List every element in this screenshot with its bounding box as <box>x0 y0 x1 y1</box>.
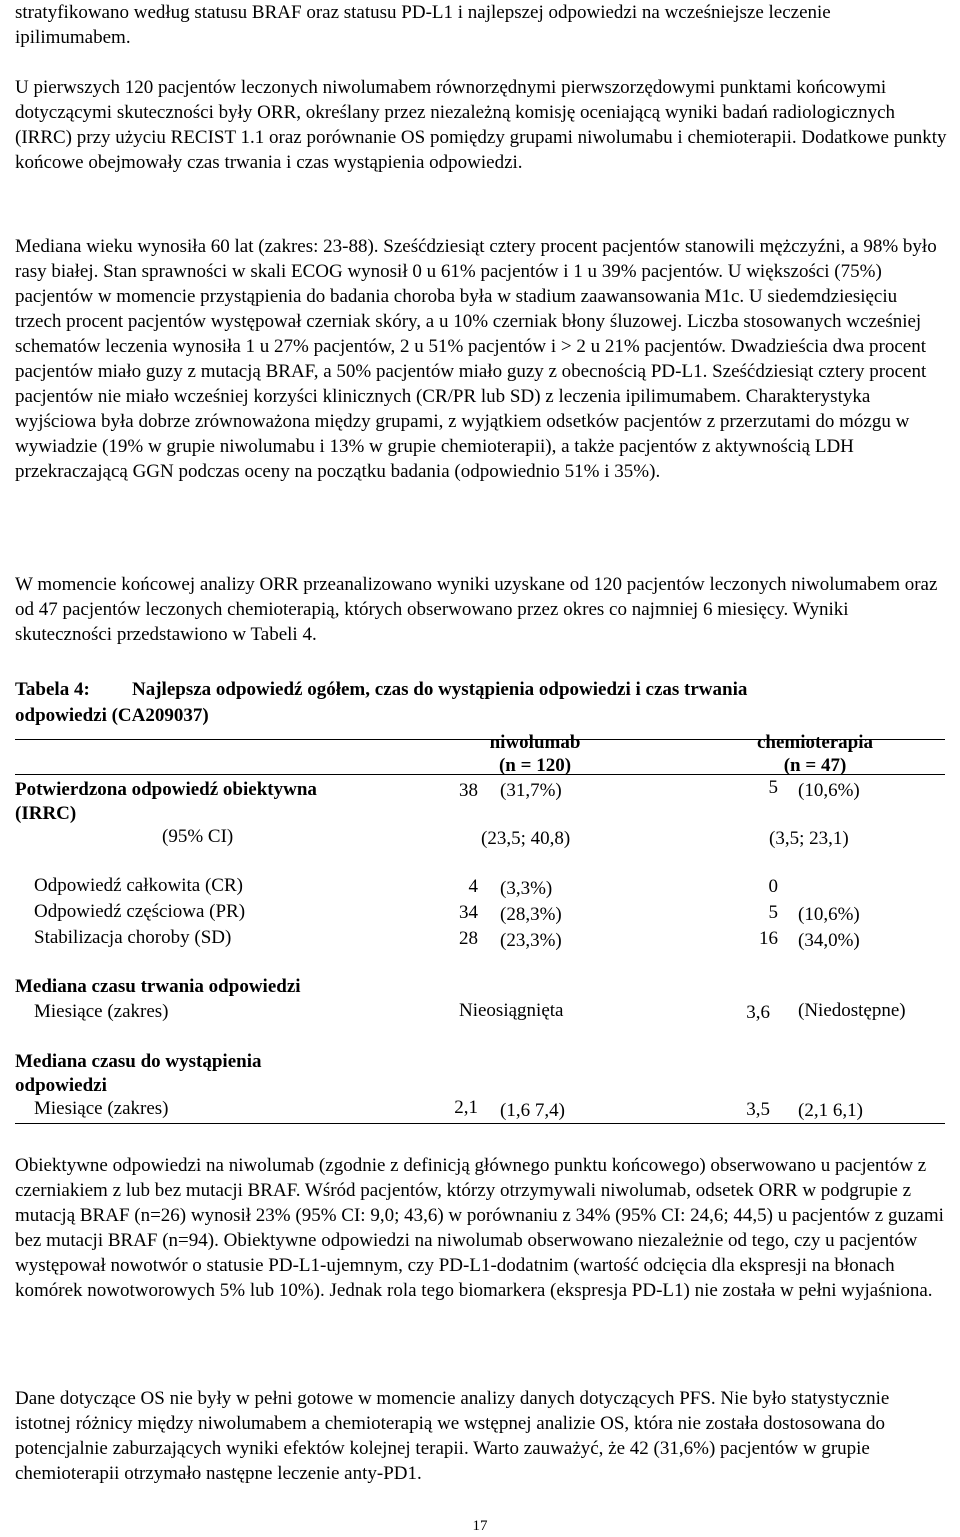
col-header-nivolumab-n: (n = 120) <box>498 755 572 776</box>
ttr-nivolumab-range: (1,6 7,4) <box>500 1100 565 1121</box>
ttr-chemo-range: (2,1 6,1) <box>798 1100 863 1121</box>
dor-chemo-range: (Niedostępne) <box>798 1000 906 1021</box>
orr-chemo-n: 5 <box>768 777 778 798</box>
page-number: 17 <box>472 1518 488 1534</box>
table-title <box>15 677 947 729</box>
dor-sublabel: Miesiące (zakres) <box>34 1001 169 1022</box>
sd-chemo-n: 16 <box>759 928 778 949</box>
orr-nivolumab-n: 38 <box>459 780 478 801</box>
dor-chemo-n: 3,6 <box>746 1002 770 1023</box>
table-title-line1: Najlepsza odpowiedź ogółem, czas do wystąpienia odpowiedzi i czas trwania <box>132 679 748 700</box>
orr-chemo-pct: (10,6%) <box>798 780 860 801</box>
paragraph-final-analysis: W momencie końcowej analizy ORR przeanalizowano wyniki uzyskane od 120 pacjentów leczonych niwolumabem oraz od 47 pacjentów leczonych chemioterapią, których obserwowano przez okres co najmniej 6 miesięcy. Wyniki skuteczności przedstawiono w Tabeli 4. <box>15 574 938 645</box>
table-header-rule <box>15 774 945 775</box>
sd-nivolumab-n: 28 <box>459 928 478 949</box>
orr-label: Potwierdzona odpowiedź obiektywna <box>15 779 317 800</box>
sd-chemo-pct: (34,0%) <box>798 930 860 951</box>
paragraph-os: Dane dotyczące OS nie były w pełni gotowe w momencie analizy danych dotyczących PFS. Nie było statystycznie istotnej różnicy między niwolumabem a chemioterapią we wstępnej analizie OS, która nie została dostosowana do potencjalnie zaburzających wyniki efektów kolejnej terapii. Warto zauważyć, że 42 (31,6%) pacjentów w grupie chemioterapii otrzymało następne leczenie anty-PD1. <box>15 1388 890 1484</box>
ttr-chemo-n: 3,5 <box>746 1099 770 1120</box>
ci-nivolumab: (23,5; 40,8) <box>481 828 571 849</box>
paragraph-endpoints: U pierwszych 120 pacjentów leczonych niwolumabem równorzędnymi pierwszorzędowymi punktami końcowymi dotyczącymi skuteczności były ORR, określany przez niezależną komisję oceniającą wyniki badań radiologicznych (IRRC) przy użyciu RECIST 1.1 oraz porównanie OS pomiędzy grupami niwolumabu i chemioterapii. Dodatkowe punkty końcowe obejmowały czas trwania i czas wystąpienia odpowiedzi. <box>15 77 947 173</box>
cr-chemo-n: 0 <box>768 876 778 897</box>
pr-nivolumab-n: 34 <box>459 902 478 923</box>
ttr-nivolumab-n: 2,1 <box>454 1097 478 1118</box>
ci-chemo: (3,5; 23,1) <box>769 828 849 849</box>
ttr-header-line2: odpowiedzi <box>15 1075 107 1096</box>
orr-nivolumab-pct: (31,7%) <box>500 780 562 801</box>
dor-header: Mediana czasu trwania odpowiedzi <box>15 976 301 997</box>
paragraph-braf-pdl1: Obiektywne odpowiedzi na niwolumab (zgodnie z definicją głównego punktu końcowego) obserwowano u pacjentów z czerniakiem z lub bez mutacji BRAF. Wśród pacjentów, którzy otrzymywali niwolumab, odsetek ORR w podgrupie z mutacją BRAF (n=26) wynosił 23% (95% CI: 9,0; 43,6) w porównaniu z 34% (95% CI: 24,6; 44,5) u pacjentów z guzami bez mutacji BRAF (n=94). Obiektywne odpowiedzi na niwolumab obserwowano niezależnie od tego, czy u pacjentów występował nowotwór o statusie PD-L1-ujemnym, czy PD-L1-dodatnim (wartość odcięcia dla ekspresji na błonach komórek nowotworowych 5% lub 10%). Jednak rola tego biomarkera (ekspresja PD-L1) nie została w pełni wyjaśniona. <box>15 1155 944 1301</box>
dor-nivolumab: Nieosiągnięta <box>459 1000 564 1021</box>
col-header-nivolumab: niwolumab <box>489 732 581 753</box>
ttr-header: Mediana czasu do wystąpienia <box>15 1051 262 1072</box>
paragraph-demographics: Mediana wieku wynosiła 60 lat (zakres: 23-88). Sześćdziesiąt cztery procent pacjentów stanowili mężczyźni, a 98% było rasy białej. Stan sprawności w skali ECOG wynosił 0 u 61% pacjentów i 1 u 39% pacjentów. U większości (75%) pacjentów w momencie przystąpienia do badania choroba była w stadium zaawansowania M1c. U siedemdziesięciu trzech procent pacjentów występował czerniak skóry, a u 10% czerniak błony śluzowej. Liczba stosowanych wcześniej schematów leczenia wynosiła 1 u 27% pacjentów, 2 u 51% pacjentów i > 2 u 21% pacjentów. Dwadzieścia dwa procent pacjentów miało guzy z mutacją BRAF, a 50% pacjentów miało guzy z obecnością PD-L1. Sześćdziesiąt cztery procent pacjentów nie miało wcześniej korzyści klinicznych (CR/PR lub SD) z leczenia ipilimumabem. Charakterystyka wyjściowa była dobrze zrównoważona między grupami, z wyjątkiem odsetków pacjentów z przerzutami do mózgu w wywiadzie (19% w grupie niwolumabu i 13% w grupie chemioterapii), a także pacjentów z aktywnością LDH przekraczającą GGN podczas oceny na początku badania (odpowiednio 51% i 35%). <box>15 236 937 482</box>
pr-label: Odpowiedź częściowa (PR) <box>34 901 246 922</box>
col-header-chemo-n: (n = 47) <box>783 755 847 776</box>
sd-nivolumab-pct: (23,3%) <box>500 930 562 951</box>
cr-label: Odpowiedź całkowita (CR) <box>34 875 243 896</box>
table-label: Tabela 4: <box>15 679 90 700</box>
pr-nivolumab-pct: (28,3%) <box>500 904 562 925</box>
cr-nivolumab-n: 4 <box>468 876 478 897</box>
cr-nivolumab-pct: (3,3%) <box>500 878 553 899</box>
table-title-line2: odpowiedzi (CA209037) <box>15 705 209 726</box>
ttr-sublabel: Miesiące (zakres) <box>34 1098 169 1119</box>
orr-label-irrc: (IRRC) <box>15 803 77 824</box>
col-header-chemo: chemioterapia <box>756 732 874 753</box>
ci-label: (95% CI) <box>162 826 234 847</box>
pr-chemo-pct: (10,6%) <box>798 904 860 925</box>
table-bottom-rule <box>15 1123 945 1124</box>
sd-label: Stabilizacja choroby (SD) <box>34 927 232 948</box>
paragraph-continuation: stratyfikowano według statusu BRAF oraz statusu PD-L1 i najlepszej odpowiedzi na wcześniejsze leczenie ipilimumabem. <box>15 2 831 48</box>
pr-chemo-n: 5 <box>768 902 778 923</box>
